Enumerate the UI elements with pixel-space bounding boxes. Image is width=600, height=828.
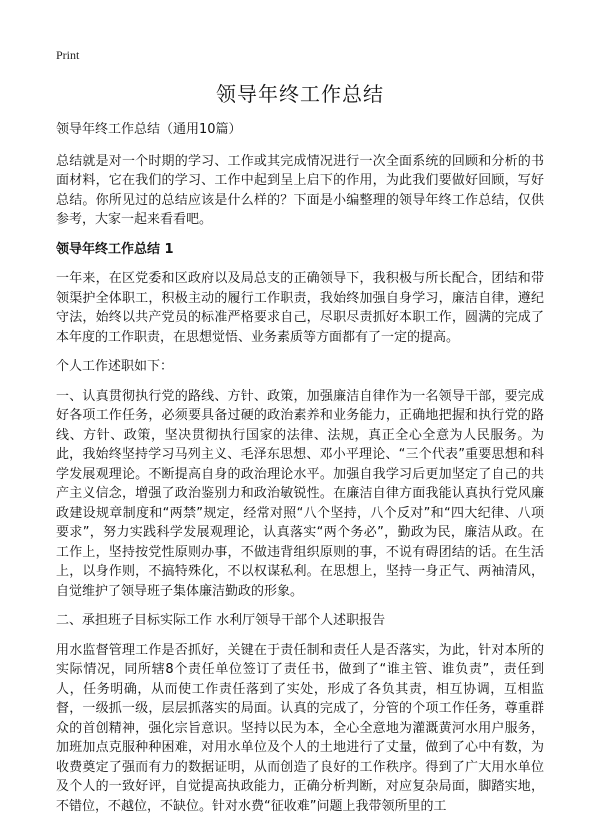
document-body	[56, 120, 544, 826]
print-link[interactable]: Print	[56, 48, 80, 62]
body-paragraph-3: 一、认真贯彻执行党的路线、方针、政策，加强廉洁自律作为一名领导干部，要完成好各项工作任务，必须要具备过硬的政治素养和业务能力，正确地把握和执行党的路线、方针、政策，坚决贯彻执行国家的法律、法规，真正全心全意为人民服务。为此，我始终坚持学习马列主义、毛泽东思想、邓小平理论、“三个代表”重要思想和科学发展观理论。不断提高自身的政治理论水平。加强自我学习后更加坚定了自己的共产主义信念，增强了政治鉴别力和政治敏锐性。在廉洁自律方面我能认真执行党风廉政建设规章制度和“两禁”规定，经常对照“八个坚持，八个反对”和“四大纪律、八项要求”，努力实践科学发展观理论，认真落实“两个务必”，勤政为民，廉洁从政。在工作上，坚持按党性原则办事，不做违背组织原则的事，不说有碍团结的话。在生活上，以身作则，不搞特殊化，不以权谋私利。在思想上，坚持一身正气、两袖清风，自觉维护了领导班子集体廉洁勤政的形象。	[56, 388, 544, 599]
body-paragraph-2: 个人工作述职如下：	[56, 359, 174, 374]
body-paragraph-4: 二、承担班子目标实际工作 水利厅领导干部个人述职报告	[56, 613, 386, 628]
section-heading: 领导年终工作总结 1	[56, 241, 174, 257]
page-title: 领导年终工作总结	[216, 82, 384, 106]
document-subtitle: 领导年终工作总结（通用10篇）	[56, 122, 242, 137]
body-paragraph-5: 用水监督管理工作是否抓好，关键在于责任制和责任人是否落实，为此，针对本所的实际情况，同所辖8个责任单位签订了责任书，做到了“谁主管、谁负责”，责任到人，任务明确，从而使工作责任落到了实处，形成了各负其责，相互协调，互相监督，一级抓一级，层层抓落实的局面。认真的完成了，分管的个项工作任务，尊重群众的首创精神，强化宗旨意识。坚持以民为本，全心全意地为灌溉黄河水用户服务，加班加点克服种种困难，对用水单位及个人的土地进行了丈量，做到了心中有数，为收费奠定了强而有力的数据证明，从而创造了良好的工作秩序。得到了广大用水单位及个人的一致好评，自觉提高执政能力，正确分析判断，对应复杂局面，脚踏实地，不错位，不越位，不缺位。针对水费“征收难”问题上我带领所里的工	[56, 642, 544, 814]
intro-paragraph: 总结就是对一个时期的学习、工作或其完成情况进行一次全面系统的回顾和分析的书面材料，它在我们的学习、工作中起到呈上启下的作用，为此我们要做好回顾，写好总结。你所见过的总结应该是什么样的？下面是小编整理的领导年终工作总结，仅供参考，大家一起来看看吧。	[56, 153, 544, 227]
body-paragraph-1: 一年来，在区党委和区政府以及局总支的正确领导下，我积极与所长配合，团结和带领渠护全体职工，积极主动的履行工作职责，我始终加强自身学习，廉洁自律，遵纪守法，始终以共产党员的标准严格要求自己，尽职尽责抓好本职工作，圆满的完成了本年度的工作职责，在思想觉悟、业务素质等方面都有了一定的提高。	[56, 271, 544, 345]
